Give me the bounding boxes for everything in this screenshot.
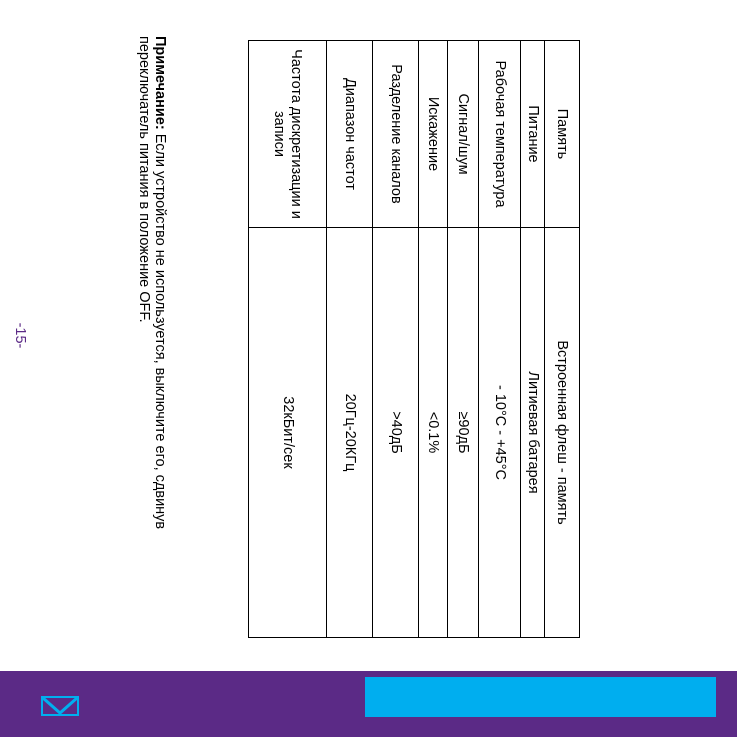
row-value: <0.1% — [419, 228, 448, 638]
row-value: ≥90дБ — [448, 228, 479, 638]
row-value: 32кБит/сек — [249, 228, 327, 638]
note-label: Примечание: — [152, 36, 168, 130]
footer-bar — [365, 677, 716, 717]
row-label: Рабочая температура — [479, 41, 521, 228]
spec-table — [248, 40, 580, 638]
row-label: Разделение каналов — [373, 41, 419, 228]
table-row — [448, 41, 479, 638]
table-row — [521, 41, 545, 638]
note-text: Если устройство не используется, выключите его, сдвинув переключатель питания в положение OFF. — [136, 36, 168, 530]
table-row — [327, 41, 373, 638]
row-label: Диапазон частот — [327, 41, 373, 228]
table-row — [479, 41, 521, 638]
row-value: 20Гц-20КГц — [327, 228, 373, 638]
note-paragraph — [136, 36, 168, 596]
footer-band — [0, 671, 737, 737]
table-row — [419, 41, 448, 638]
row-value: Встроенная флеш - память — [545, 228, 580, 638]
row-label: Питание — [521, 41, 545, 228]
row-label: Искажение — [419, 41, 448, 228]
row-label: Сигнал/шум — [448, 41, 479, 228]
table-row — [373, 41, 419, 638]
chevron-down-icon[interactable] — [41, 696, 79, 716]
row-value: - 10°C - +45°C — [479, 228, 521, 638]
page-number: -15- — [12, 322, 28, 349]
row-label: Частота дискретизации и записи — [249, 41, 327, 228]
row-value: Литиевая батарея — [521, 228, 545, 638]
row-value: >40дБ — [373, 228, 419, 638]
table-row — [545, 41, 580, 638]
table-row — [249, 41, 327, 638]
row-label: Память — [545, 41, 580, 228]
